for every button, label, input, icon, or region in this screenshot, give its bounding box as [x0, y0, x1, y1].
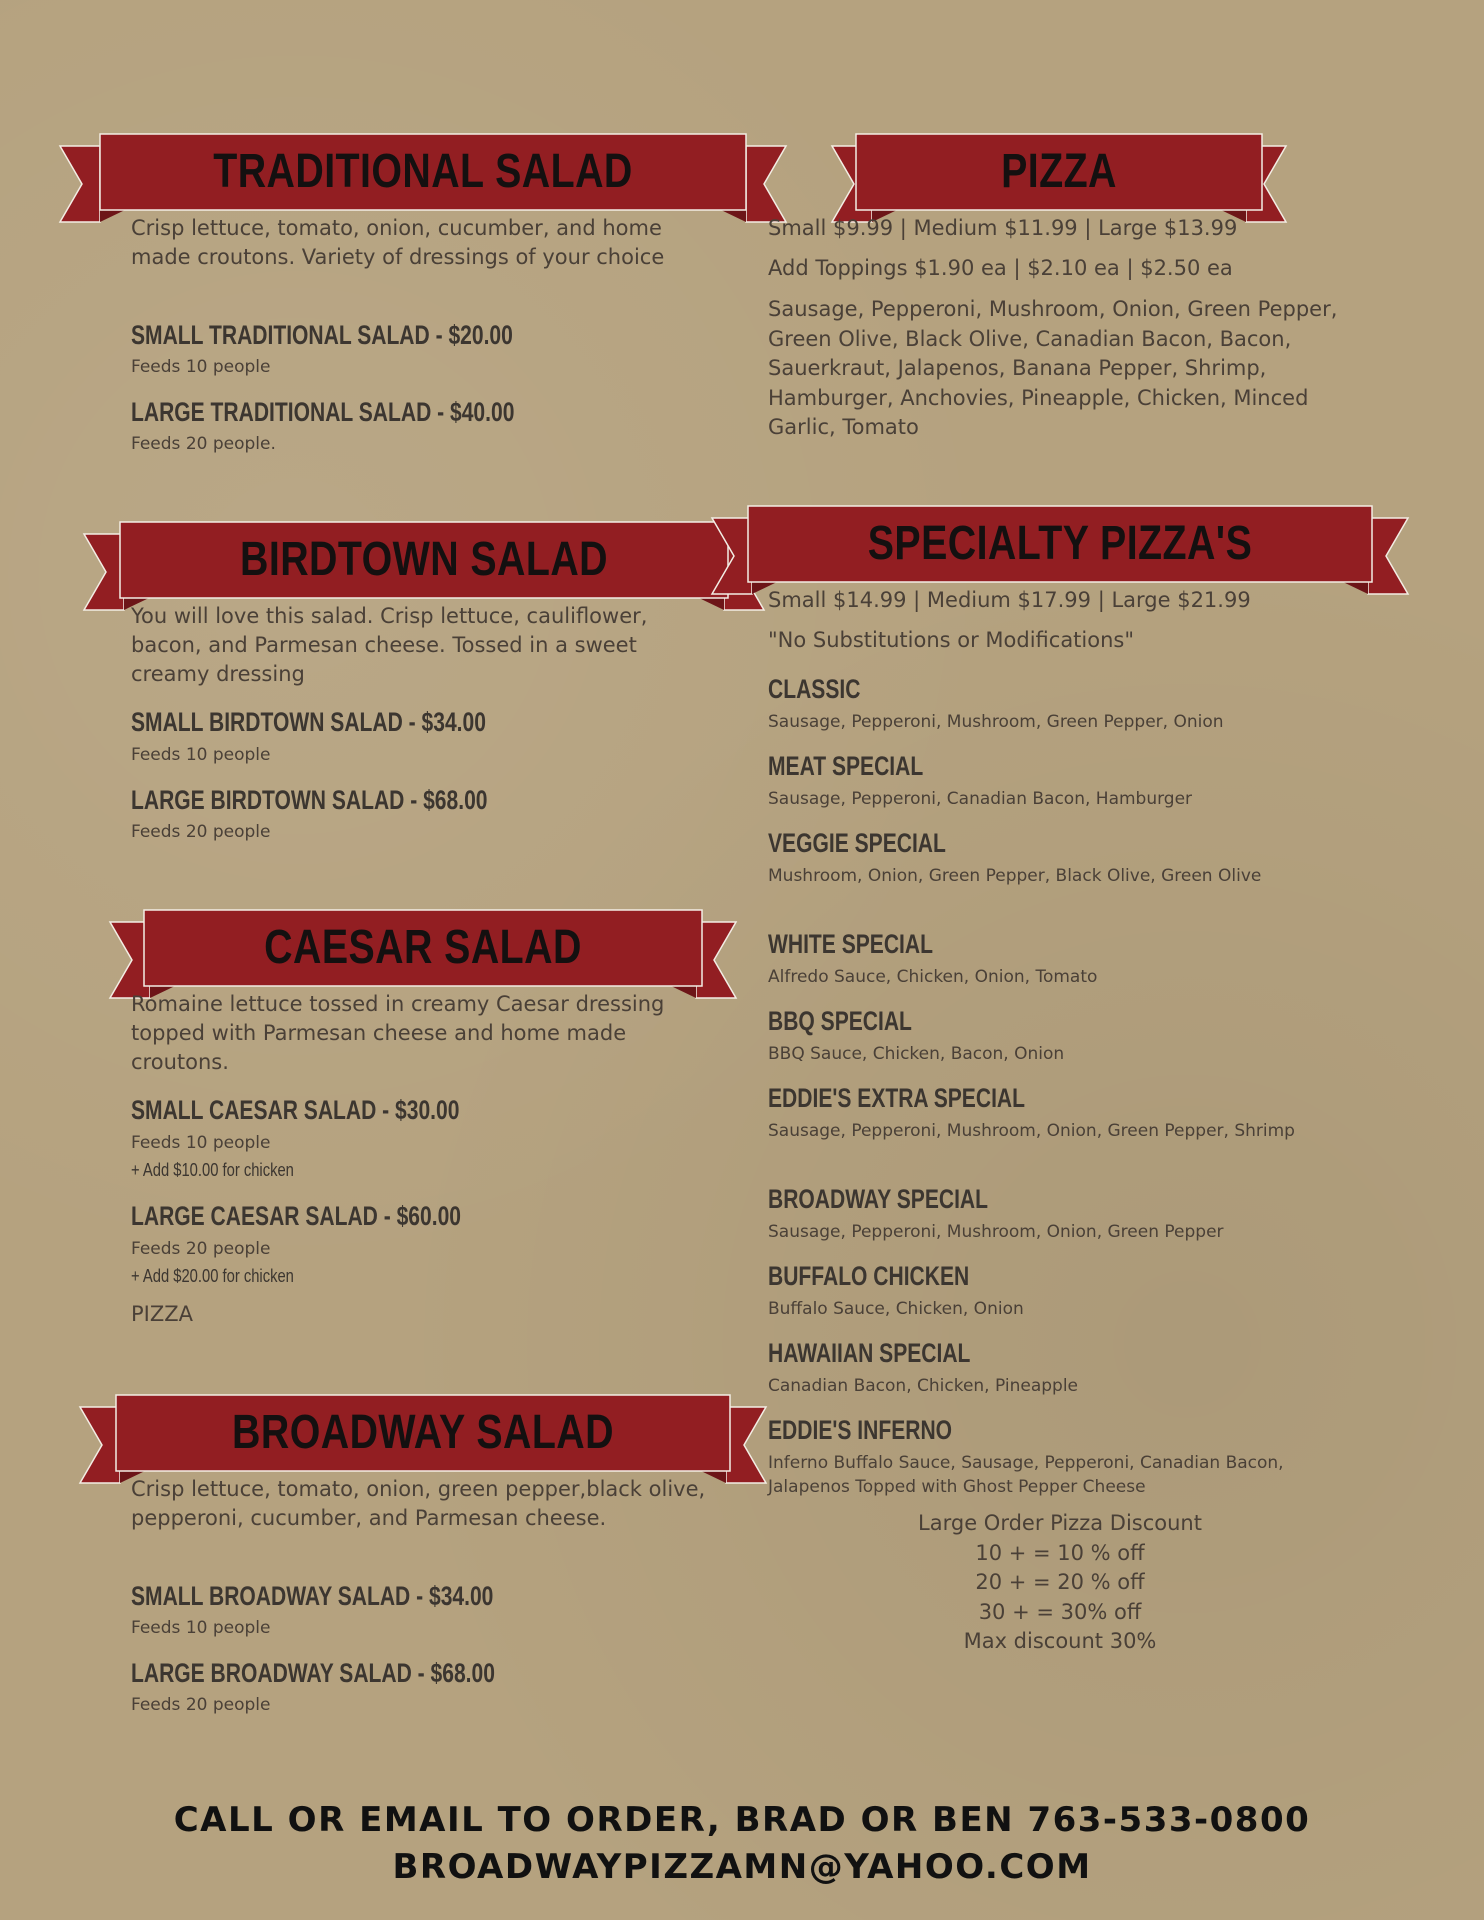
- large-traditional-salad-feeds: Feeds 20 people.: [131, 434, 276, 454]
- pizza-toppings-prices: Add Toppings $1.90 ea | $2.10 ea | $2.50 ea: [768, 256, 1233, 280]
- pizza-banner: [832, 134, 1286, 224]
- large-caesar-salad-title: LARGE CAESAR SALAD - $60.00: [131, 1201, 462, 1231]
- discount-line: 30 + = 30% off: [978, 1599, 1142, 1624]
- specialty-item-name: HAWAIIAN SPECIAL: [768, 1338, 971, 1368]
- specialty-item-desc: Sausage, Pepperoni, Canadian Bacon, Hamburger: [768, 789, 1193, 809]
- small-caesar-chicken-note: + Add $10.00 for chicken: [131, 1160, 294, 1180]
- footer-email: BROADWAYPIZZAMN@YAHOO.COM: [392, 1847, 1092, 1887]
- pizza-prices: Small $9.99 | Medium $11.99 | Large $13.99: [768, 216, 1238, 240]
- large-birdtown-salad-feeds: Feeds 20 people: [131, 822, 271, 842]
- small-caesar-salad-feeds: Feeds 10 people: [131, 1133, 271, 1153]
- specialty-item-name: BBQ SPECIAL: [768, 1006, 912, 1036]
- specialty-item-desc: Sausage, Pepperoni, Mushroom, Onion, Green Pepper, Shrimp: [768, 1121, 1295, 1141]
- large-caesar-salad-feeds: Feeds 20 people: [131, 1239, 271, 1259]
- large-caesar-chicken-note: + Add $20.00 for chicken: [131, 1266, 294, 1286]
- discount-line: 10 + = 10 % off: [975, 1540, 1145, 1565]
- specialty-item-desc: BBQ Sauce, Chicken, Bacon, Onion: [768, 1044, 1065, 1064]
- pizza-title: PIZZA: [1001, 145, 1117, 198]
- small-traditional-salad-title: SMALL TRADITIONAL SALAD - $20.00: [131, 320, 513, 350]
- discount-title: Large Order Pizza Discount: [918, 1511, 1202, 1535]
- traditional-salad-description: Crisp lettuce, tomato, onion, cucumber, and home made croutons. Variety of dressings of your choice: [131, 216, 665, 269]
- specialty-item-desc: Mushroom, Onion, Green Pepper, Black Olive, Green Olive: [768, 866, 1262, 886]
- caesar-salad-title: CAESAR SALAD: [264, 921, 582, 974]
- specialty-item-name: WHITE SPECIAL: [768, 929, 933, 959]
- specialty-pizza-title: SPECIALTY PIZZA'S: [867, 517, 1253, 570]
- specialty-item-desc: Buffalo Sauce, Chicken, Onion: [768, 1299, 1024, 1319]
- broadway-salad-banner: [80, 1395, 766, 1485]
- caesar-salad-banner: [110, 910, 736, 1000]
- specialty-item-desc: Canadian Bacon, Chicken, Pineapple: [768, 1376, 1079, 1396]
- traditional-salad-title: TRADITIONAL SALAD: [213, 145, 633, 198]
- birdtown-salad-title: BIRDTOWN SALAD: [240, 533, 608, 586]
- small-birdtown-salad-title: SMALL BIRDTOWN SALAD - $34.00: [131, 707, 486, 737]
- large-birdtown-salad-title: LARGE BIRDTOWN SALAD - $68.00: [131, 785, 488, 815]
- specialty-item-name: EDDIE'S EXTRA SPECIAL: [768, 1083, 1025, 1113]
- specialty-no-substitutions: "No Substitutions or Modifications": [768, 628, 1135, 652]
- specialty-item-name: VEGGIE SPECIAL: [768, 828, 946, 858]
- specialty-item-desc: Alfredo Sauce, Chicken, Onion, Tomato: [768, 967, 1098, 987]
- large-broadway-salad-feeds: Feeds 20 people: [131, 1695, 271, 1715]
- specialty-item-name: MEAT SPECIAL: [768, 751, 924, 781]
- broadway-salad-title: BROADWAY SALAD: [232, 1406, 614, 1459]
- small-birdtown-salad-feeds: Feeds 10 people: [131, 745, 271, 765]
- specialty-item-name: EDDIE'S INFERNO: [768, 1415, 953, 1445]
- traditional-salad-banner: [60, 134, 786, 224]
- small-traditional-salad-feeds: Feeds 10 people: [131, 357, 271, 377]
- large-broadway-salad-title: LARGE BROADWAY SALAD - $68.00: [131, 1658, 495, 1688]
- specialty-item-desc: Sausage, Pepperoni, Mushroom, Green Pepper, Onion: [768, 712, 1224, 732]
- discount-max: Max discount 30%: [963, 1629, 1157, 1653]
- birdtown-salad-description: You will love this salad. Crisp lettuce, cauliflower, bacon, and Parmesan cheese. Tossed in a sweet creamy dressing: [131, 604, 648, 686]
- specialty-item-name: CLASSIC: [768, 674, 861, 704]
- specialty-pizza-prices: Small $14.99 | Medium $17.99 | Large $21.99: [768, 588, 1251, 612]
- specialty-item-name: BUFFALO CHICKEN: [768, 1261, 970, 1291]
- large-traditional-salad-title: LARGE TRADITIONAL SALAD - $40.00: [131, 397, 515, 427]
- birdtown-salad-banner: [84, 522, 764, 612]
- specialty-pizza-banner: [712, 506, 1408, 596]
- caesar-salad-description: Romaine lettuce tossed in creamy Caesar dressing topped with Parmesan cheese and home made croutons.: [131, 992, 665, 1074]
- small-broadway-salad-feeds: Feeds 10 people: [131, 1618, 271, 1638]
- discount-line: 20 + = 20 % off: [975, 1570, 1145, 1594]
- stray-pizza-label: PIZZA: [131, 1302, 193, 1326]
- footer-phone: CALL OR EMAIL TO ORDER, BRAD OR BEN 763-533-0800: [173, 1800, 1311, 1840]
- discount-block: [860, 1509, 1260, 1657]
- small-caesar-salad-title: SMALL CAESAR SALAD - $30.00: [131, 1095, 460, 1125]
- specialty-item-name: BROADWAY SPECIAL: [768, 1184, 989, 1214]
- small-broadway-salad-title: SMALL BROADWAY SALAD - $34.00: [131, 1581, 494, 1611]
- broadway-salad-description: Crisp lettuce, tomato, onion, green pepper,black olive, pepperoni, cucumber, and Parmesan cheese.: [131, 1477, 706, 1530]
- pizza-toppings-list: Sausage, Pepperoni, Mushroom, Onion, Green Pepper, Green Olive, Black Olive, Canadian Bacon, Bacon, Sauerkraut, Jalapenos, Banana Pepper, Shrimp, Hamburger, Anchovies, Pineapple, Chicken, Minced Garlic, Tomato: [768, 297, 1338, 439]
- specialty-item-desc: Sausage, Pepperoni, Mushroom, Onion, Green Pepper: [768, 1222, 1224, 1242]
- specialty-item-desc: Inferno Buffalo Sauce, Sausage, Pepperoni, Canadian Bacon, Jalapenos Topped with Ghost Pepper Cheese: [768, 1453, 1284, 1497]
